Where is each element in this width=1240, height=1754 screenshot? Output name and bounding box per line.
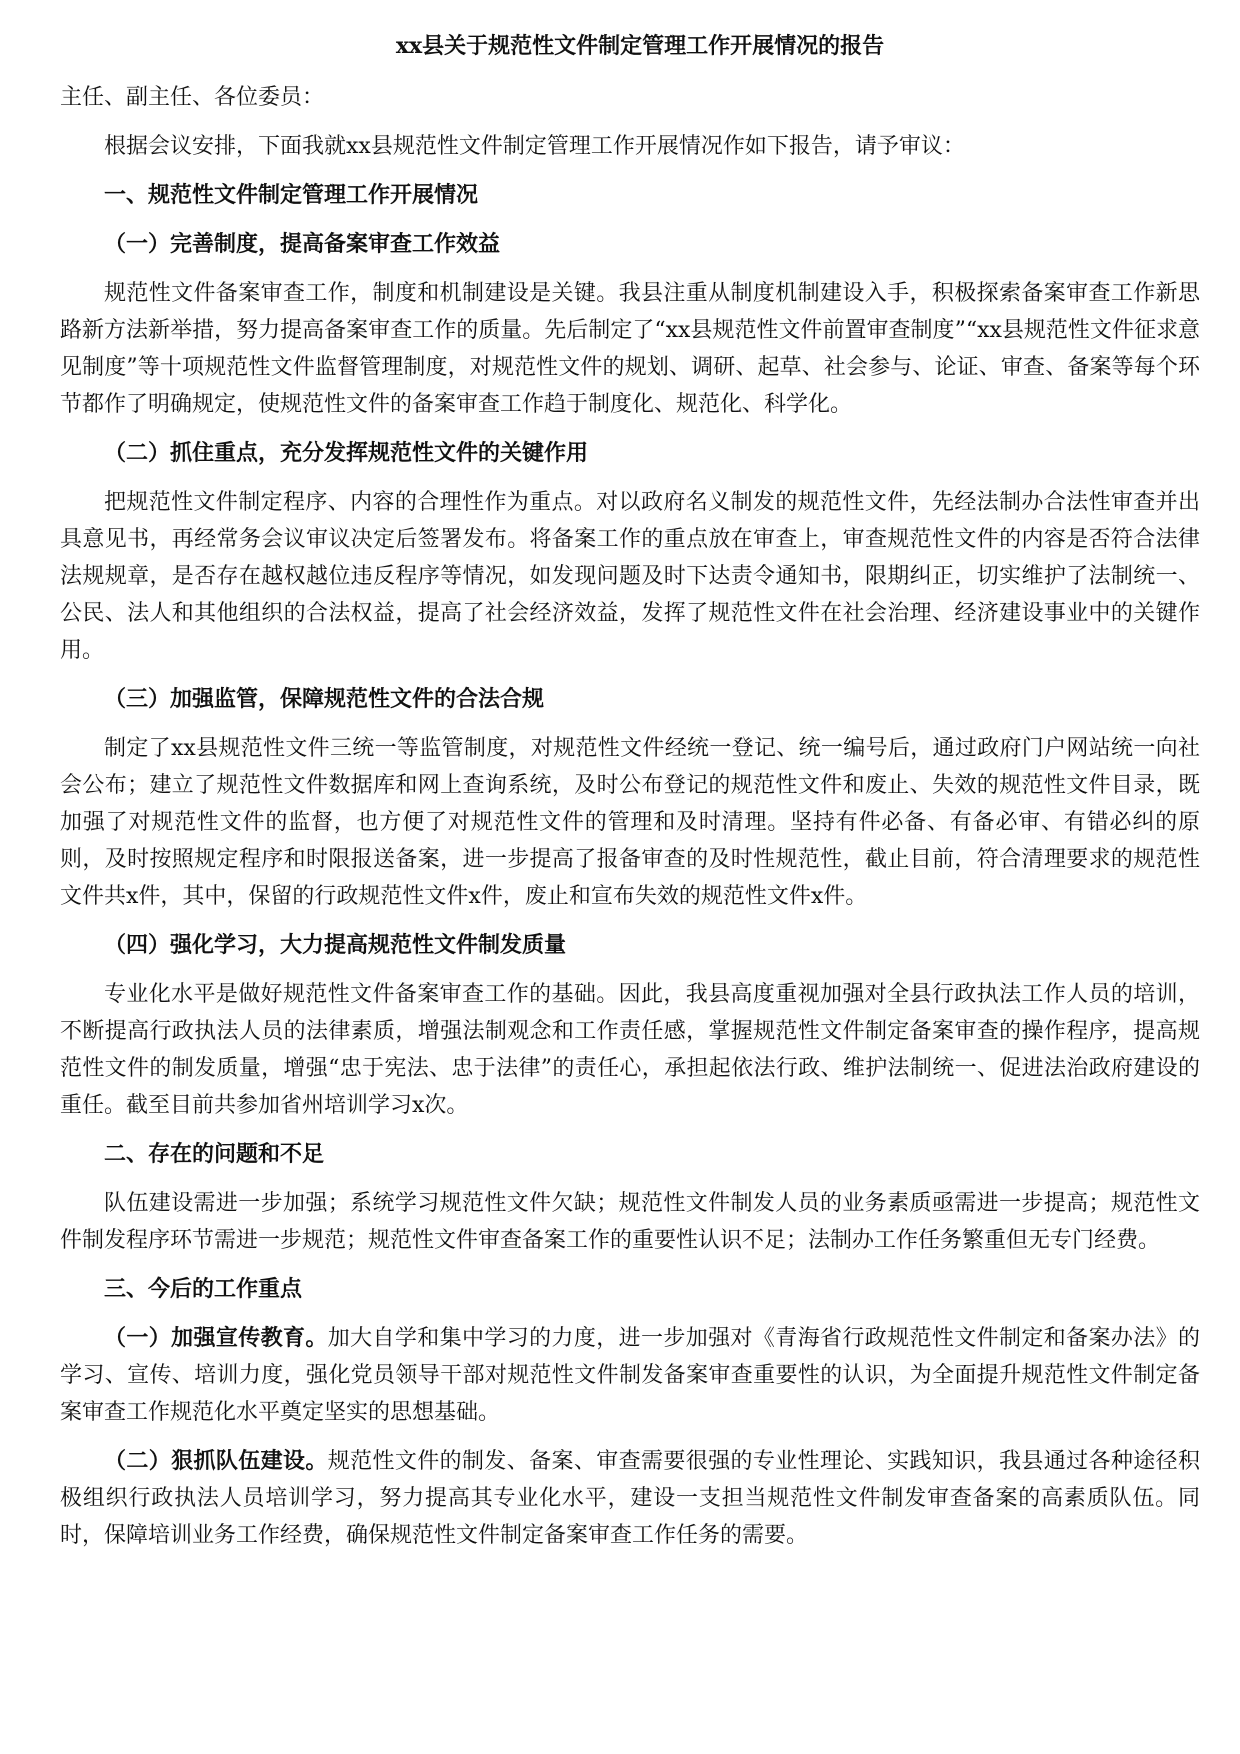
section-1-sub-3-body: 制定了xx县规范性文件三统一等监管制度，对规范性文件经统一登记、统一编号后，通过政府门户网站统一向社会公布；建立了规范性文件数据库和网上查询系统，及时公布登记的规范性文件和废止、失效的规范性文件目录，既加强了对规范性文件的监督，也方便了对规范性文件的管理和及时清理。坚持有件必备、有备必审、有错必纠的原则，及时按照规定程序和时限报送备案，进一步提高了报备审查的及时性规范性，截止目前，符合清理要求的规范性文件共x件，其中，保留的行政规范性文件x件，废止和宣布失效的规范性文件x件。 [60,736,1200,909]
section-1-sub-1-heading: （一）完善制度，提高备案审查工作效益 [104,231,501,257]
document-title: xx县关于规范性文件制定管理工作开展情况的报告 [395,33,885,59]
section-1-sub-2-body: 把规范性文件制定程序、内容的合理性作为重点。对以政府名义制发的规范性文件，先经法制办合法性审查并出具意见书，再经常务会议审议决定后签署发布。将备案工作的重点放在审查上，审查规范性文件的内容是否符合法律法规规章，是否存在越权越位违反程序等情况，如发现问题及时下达责令通知书，限期纠正，切实维护了法制统一、公民、法人和其他组织的合法权益，提高了社会经济效益，发挥了规范性文件在社会治理、经济建设事业中的关键作用。 [60,490,1200,663]
section-1-sub-4-body: 专业化水平是做好规范性文件备案审查工作的基础。因此，我县高度重视加强对全县行政执法工作人员的培训，不断提高行政执法人员的法律素质，增强法制观念和工作责任感，掌握规范性文件制定备案审查的操作程序，提高规范性文件的制发质量，增强“忠于宪法、忠于法律”的责任心，承担起依法行政、维护法制统一、促进法治政府建设的重任。截至目前共参加省州培训学习x次。 [60,982,1200,1118]
section-1-sub-1-body: 规范性文件备案审查工作，制度和机制建设是关键。我县注重从制度机制建设入手，积极探索备案审查工作新思路新方法新举措，努力提高备案审查工作的质量。先后制定了“xx县规范性文件前置审查制度”“xx县规范性文件征求意见制度”等十项规范性文件监督管理制度，对规范性文件的规划、调研、起草、社会参与、论证、审查、备案等每个环节都作了明确规定，使规范性文件的备案审查工作趋于制度化、规范化、科学化。 [60,281,1200,417]
section-3-item-2-lead: （二）狠抓队伍建设。 [104,1448,328,1474]
section-2-body: 队伍建设需进一步加强；系统学习规范性文件欠缺；规范性文件制发人员的业务素质亟需进一步提高；规范性文件制发程序环节需进一步规范；规范性文件审查备案工作的重要性认识不足；法制办工作任务繁重但无专门经费。 [60,1191,1200,1253]
section-1-sub-4-heading: （四）强化学习，大力提高规范性文件制发质量 [104,932,567,958]
section-2-heading: 二、存在的问题和不足 [104,1141,325,1167]
section-3-heading: 三、今后的工作重点 [104,1276,303,1302]
section-3-item-1 [60,1320,1200,1431]
section-1-heading: 一、规范性文件制定管理工作开展情况 [104,182,479,208]
section-3-item-2-body: 规范性文件的制发、备案、审查需要很强的专业性理论、实践知识，我县通过各种途径积极组织行政执法人员培训学习，努力提高其专业化水平，建设一支担当规范性文件制发审查备案的高素质队伍。同时，保障培训业务工作经费，确保规范性文件制定备案审查工作任务的需要。 [60,1449,1200,1548]
intro-paragraph: 根据会议安排，下面我就xx县规范性文件制定管理工作开展情况作如下报告，请予审议： [104,134,965,159]
section-3-item-1-lead: （一）加强宣传教育。 [104,1325,328,1351]
section-1-sub-3-heading: （三）加强监管，保障规范性文件的合法合规 [104,686,545,712]
section-1-sub-2-heading: （二）抓住重点，充分发挥规范性文件的关键作用 [104,440,589,466]
salutation: 主任、副主任、各位委员： [60,85,325,110]
section-3-item-1-body: 加大自学和集中学习的力度，进一步加强对《青海省行政规范性文件制定和备案办法》的学习、宣传、培训力度，强化党员领导干部对规范性文件制发备案审查重要性的认识，为全面提升规范性文件制定备案审查工作规范化水平奠定坚实的思想基础。 [60,1326,1200,1425]
section-3-item-2 [60,1443,1200,1554]
